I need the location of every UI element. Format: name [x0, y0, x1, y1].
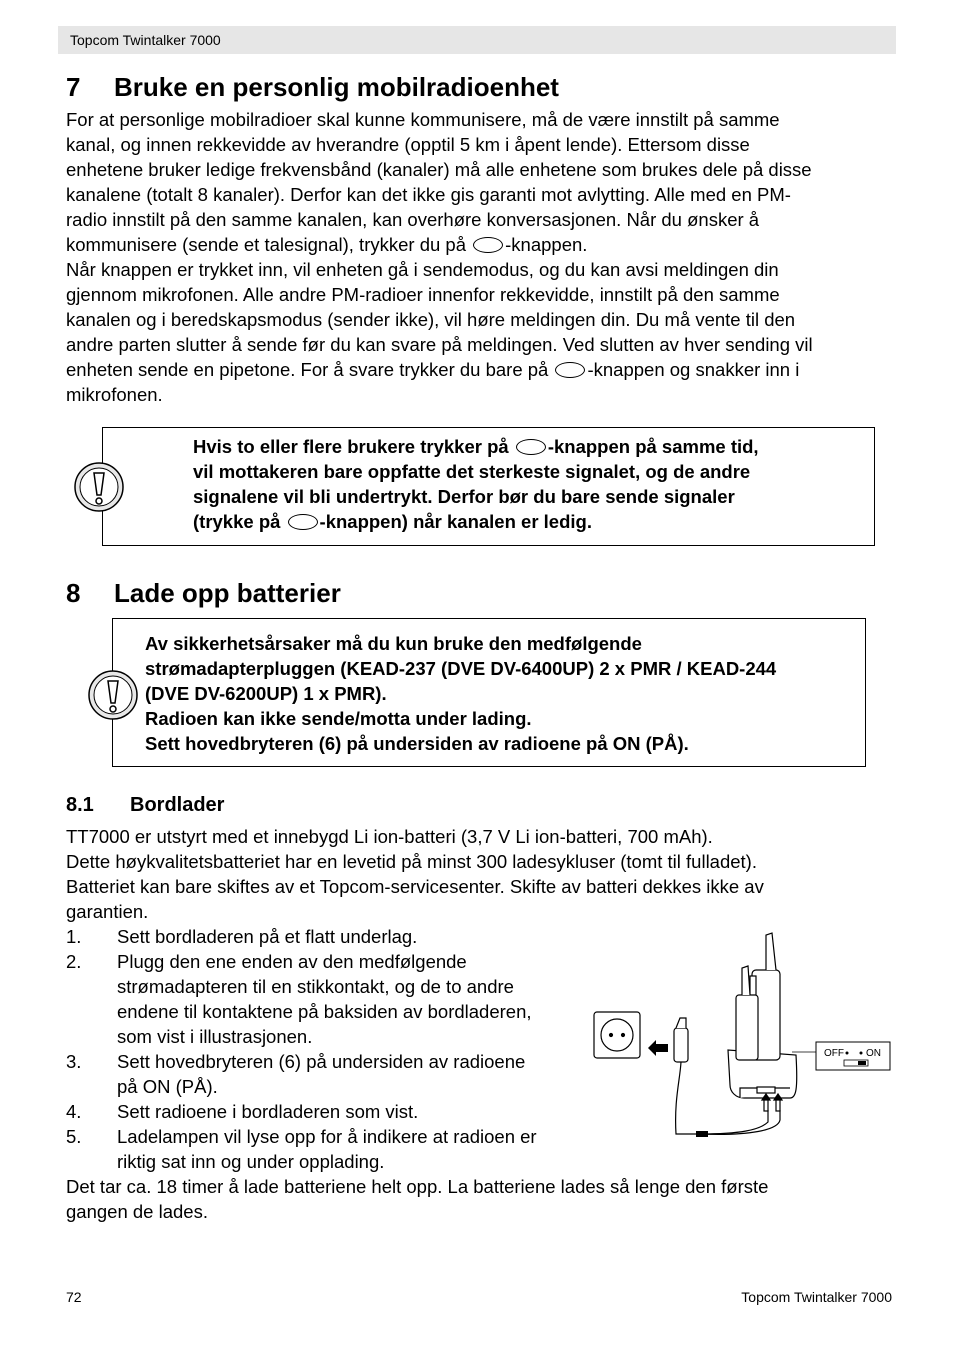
- section-8-heading: [66, 578, 341, 608]
- paragraph-line: andre parten slutter å sende før du kan svare på meldingen. Ved slutten av hver sending vil: [66, 334, 813, 355]
- list-item: [66, 949, 537, 1049]
- footer-title: Topcom Twintalker 7000: [741, 1289, 892, 1305]
- paragraph-line: [66, 232, 813, 257]
- ptt-button-icon: [555, 362, 585, 378]
- note-line: [193, 509, 759, 534]
- wall-socket-icon: [594, 1012, 640, 1058]
- section-8-1-heading: [66, 792, 224, 818]
- list-number: 1.: [66, 926, 82, 947]
- list-text: Ladelampen vil lyse opp for å indikere at radioen er: [117, 1126, 537, 1147]
- exclamation-warning-icon: [87, 669, 139, 721]
- section-title: Bordlader: [130, 794, 225, 816]
- paragraph-line: mikrofonen.: [66, 384, 163, 405]
- paragraph-line: kanalen og i beredskapsmodus (sender ikke), vil høre meldingen din. Du må vente til den: [66, 309, 796, 330]
- paragraph-line: Når knappen er trykket inn, vil enheten gå i sendemodus, og du kan avsi meldingen din: [66, 259, 779, 280]
- paragraph-line: For at personlige mobilradioer skal kunne kommunisere, må de være innstilt på samme: [66, 109, 780, 130]
- power-switch-label: [816, 1042, 890, 1070]
- paragraph-line: TT7000 er utstyrt med et innebygd Li ion-batteri (3,7 V Li ion-batteri, 700 mAh).: [66, 826, 713, 847]
- text-fragment: -knappen på samme tid,: [547, 436, 759, 457]
- list-text: Sett radioene i bordladeren som vist.: [117, 1101, 419, 1122]
- text-fragment: Hvis to eller flere brukere trykker på: [193, 436, 509, 457]
- list-number: 4.: [66, 1101, 82, 1122]
- list-text: som vist i illustrasjonen.: [117, 1026, 313, 1047]
- paragraph-line: [66, 357, 813, 382]
- list-text: riktig sat inn og under opplading.: [117, 1151, 385, 1172]
- section-number: 7: [66, 72, 81, 102]
- running-header: [58, 26, 896, 54]
- list-number: 5.: [66, 1126, 82, 1147]
- text-fragment: enheten sende en pipetone. For å svare trykker du bare på: [66, 359, 549, 380]
- section-7-body: [66, 107, 813, 407]
- page-number: 72: [66, 1289, 82, 1305]
- paragraph-line: gjennom mikrofonen. Alle andre PM-radioer innenfor rekkevidde, innstilt på den samme: [66, 284, 780, 305]
- warning-note-text: [193, 434, 759, 534]
- list-number: 3.: [66, 1051, 82, 1072]
- section-title: Lade opp batterier: [114, 578, 341, 608]
- note-line: Sett hovedbryteren (6) på undersiden av radioene på ON (PÅ).: [145, 733, 689, 754]
- switch-off-label: OFF: [824, 1048, 844, 1059]
- warning-note-text: [145, 631, 776, 756]
- list-text: strømadapteren til en stikkontakt, og de to andre: [117, 976, 514, 997]
- paragraph-line: Det tar ca. 18 timer å lade batteriene helt opp. La batteriene lades så lenge den første: [66, 1176, 769, 1197]
- section-7-heading: [66, 72, 559, 102]
- paragraph-line: kanalene (totalt 8 kanaler). Derfor kan det ikke gis garanti mot avlytting. Alle med en PM-: [66, 184, 791, 205]
- list-item: [66, 1049, 537, 1099]
- arrow-icon: [648, 1040, 668, 1056]
- text-fragment: -knappen) når kanalen er ledig.: [319, 511, 592, 532]
- power-adapter-icon: [674, 1018, 688, 1062]
- ptt-button-icon: [288, 514, 318, 530]
- list-text: Sett hovedbryteren (6) på undersiden av radioene: [117, 1051, 526, 1072]
- text-fragment: kommunisere (sende et talesignal), trykker du på: [66, 234, 466, 255]
- closing-paragraph: [66, 1174, 768, 1224]
- list-text: Plugg den ene enden av den medfølgende: [117, 951, 467, 972]
- header-title: Topcom Twintalker 7000: [70, 32, 221, 48]
- charger-illustration: [590, 930, 895, 1145]
- section-number: 8: [66, 578, 81, 608]
- ptt-button-icon: [516, 439, 546, 455]
- note-line: Av sikkerhetsårsaker må du kun bruke den medfølgende: [145, 633, 642, 654]
- note-line: vil mottakeren bare oppfatte det sterkeste signalet, og de andre: [193, 461, 751, 482]
- ptt-button-icon: [473, 237, 503, 253]
- paragraph-line: gangen de lades.: [66, 1201, 208, 1222]
- paragraph-line: kanal, og innen rekkevidde av hverandre (opptil 5 km i åpent lende). Ettersom disse: [66, 134, 750, 155]
- text-fragment: -knappen og snakker inn i: [587, 359, 800, 380]
- paragraph-line: Batteriet kan bare skiftes av et Topcom-servicesenter. Skifte av batteri dekkes ikke av: [66, 876, 764, 897]
- paragraph-line: Dette høykvalitetsbatteriet har en levetid på minst 300 ladesykluser (tomt til fulladet).: [66, 851, 757, 872]
- text-fragment: (trykke på: [193, 511, 281, 532]
- section-8-1-intro: [66, 824, 764, 924]
- list-text: Sett bordladeren på et flatt underlag.: [117, 926, 418, 947]
- list-text: på ON (PÅ).: [117, 1076, 218, 1097]
- list-text: endene til kontaktene på baksiden av bordladeren,: [117, 1001, 532, 1022]
- steps-list: [66, 924, 537, 1174]
- note-line: Radioen kan ikke sende/motta under lading.: [145, 708, 532, 729]
- list-item: [66, 924, 537, 949]
- list-item: [66, 1099, 537, 1124]
- exclamation-warning-icon: [73, 461, 125, 513]
- list-item: [66, 1124, 537, 1174]
- note-line: (DVE DV-6200UP) 1 x PMR).: [145, 683, 387, 704]
- note-line: strømadapterpluggen (KEAD-237 (DVE DV-6400UP) 2 x PMR / KEAD-244: [145, 658, 777, 679]
- section-title: Bruke en personlig mobilradioenhet: [114, 72, 559, 102]
- note-line: signalene vil bli undertrykt. Derfor bør du bare sende signaler: [193, 486, 735, 507]
- text-fragment: -knappen.: [505, 234, 588, 255]
- note-line: [193, 434, 759, 459]
- paragraph-line: enhetene bruker ledige frekvensbånd (kanaler) må alle enhetene som brukes dele på disse: [66, 159, 812, 180]
- paragraph-line: garantien.: [66, 901, 149, 922]
- list-number: 2.: [66, 951, 82, 972]
- section-number: 8.1: [66, 794, 94, 816]
- paragraph-line: radio innstilt på den samme kanalen, kan overhøre konversasjonen. Når du ønsker å: [66, 209, 760, 230]
- switch-on-label: ON: [866, 1048, 881, 1059]
